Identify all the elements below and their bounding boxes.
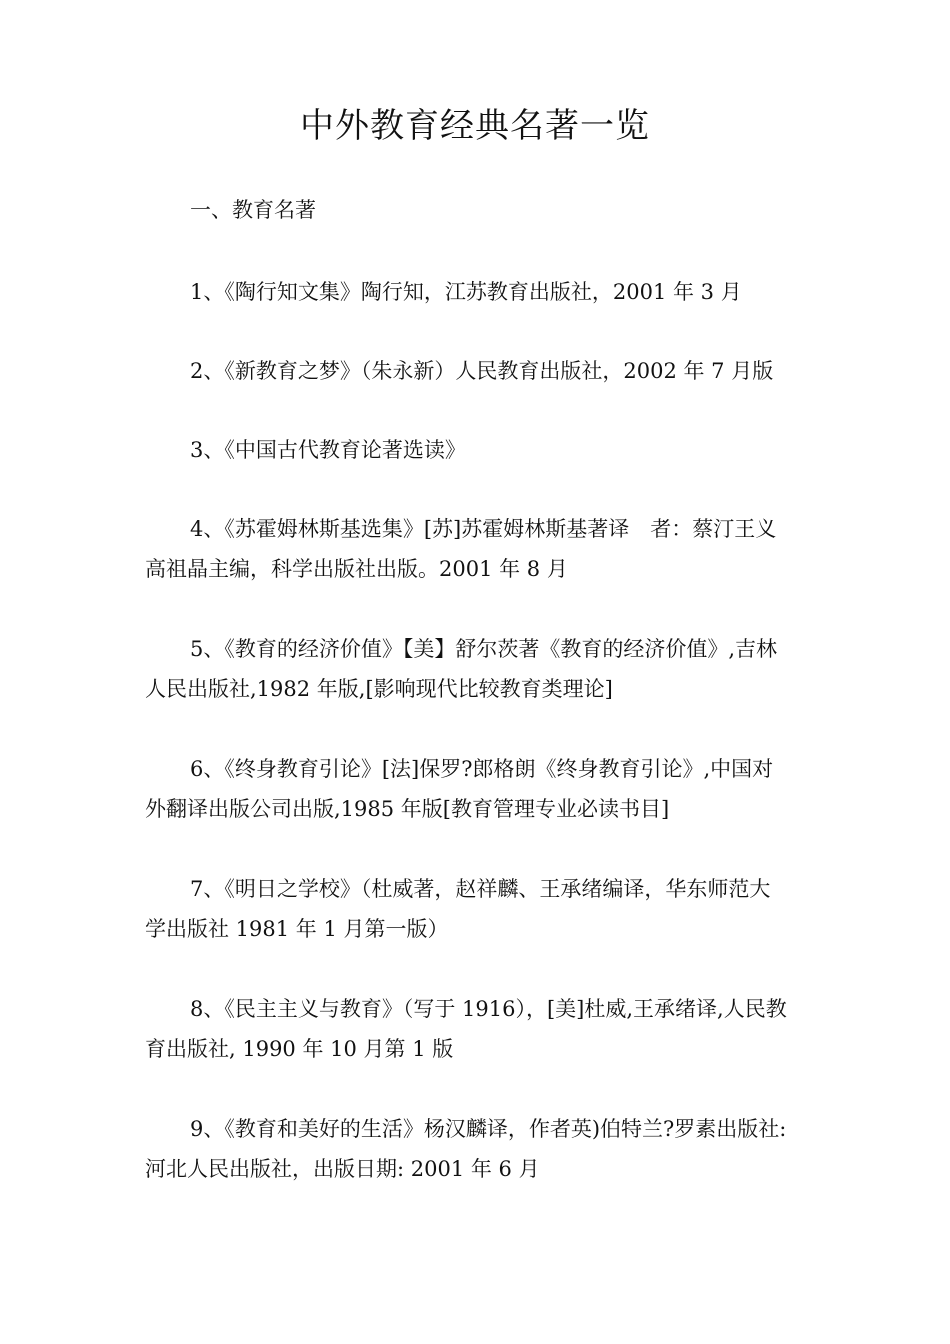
document-title: 中外教育经典名著一览 <box>300 106 650 146</box>
entry-text-continued: 学出版社 1981 年 1 月第一版） <box>145 917 449 941</box>
list-item <box>145 351 810 391</box>
list-item <box>145 629 810 709</box>
entry-text: 6、《终身教育引论》[法]保罗?郎格朗《终身教育引论》,中国对 <box>190 757 774 781</box>
entry-text: 4、《苏霍姆林斯基选集》[苏]苏霍姆林斯基著译 者：蔡汀王义 <box>190 517 777 541</box>
entry-text: 8、《民主主义与教育》（写于 1916），[美]杜威,王承绪译,人民教 <box>190 997 787 1021</box>
entry-text: 1、《陶行知文集》陶行知，江苏教育出版社，2001 年 3 月 <box>190 280 742 304</box>
entry-text: 9、《教育和美好的生活》杨汉麟译，作者英)伯特兰?罗素出版社: <box>190 1117 787 1141</box>
entry-text: 5、《教育的经济价值》【美】舒尔茨著《教育的经济价值》,吉林 <box>190 637 778 661</box>
list-item <box>145 749 810 829</box>
entry-text-continued: 河北人民出版社，出版日期: 2001 年 6 月 <box>145 1157 540 1181</box>
entry-text-continued: 人民出版社,1982 年版,[影响现代比较教育类理论] <box>145 677 613 701</box>
list-item <box>145 272 810 312</box>
entry-text-continued: 外翻译出版公司出版,1985 年版[教育管理专业必读书目] <box>145 797 670 821</box>
entry-text-continued: 高祖晶主编，科学出版社出版。2001 年 8 月 <box>145 557 568 581</box>
list-item <box>145 430 810 470</box>
list-item <box>145 509 810 589</box>
entry-text: 2、《新教育之梦》（朱永新）人民教育出版社，2002 年 7 月版 <box>190 359 774 383</box>
entry-text-continued: 育出版社, 1990 年 10 月第 1 版 <box>145 1037 454 1061</box>
section-heading: 一、教育名著 <box>190 198 316 222</box>
list-item <box>145 869 810 949</box>
list-item <box>145 989 810 1069</box>
entry-text: 3、《中国古代教育论著选读》 <box>190 438 466 462</box>
entry-text: 7、《明日之学校》（杜威著，赵祥麟、王承绪编译，华东师范大 <box>190 877 771 901</box>
list-item <box>145 1109 810 1189</box>
